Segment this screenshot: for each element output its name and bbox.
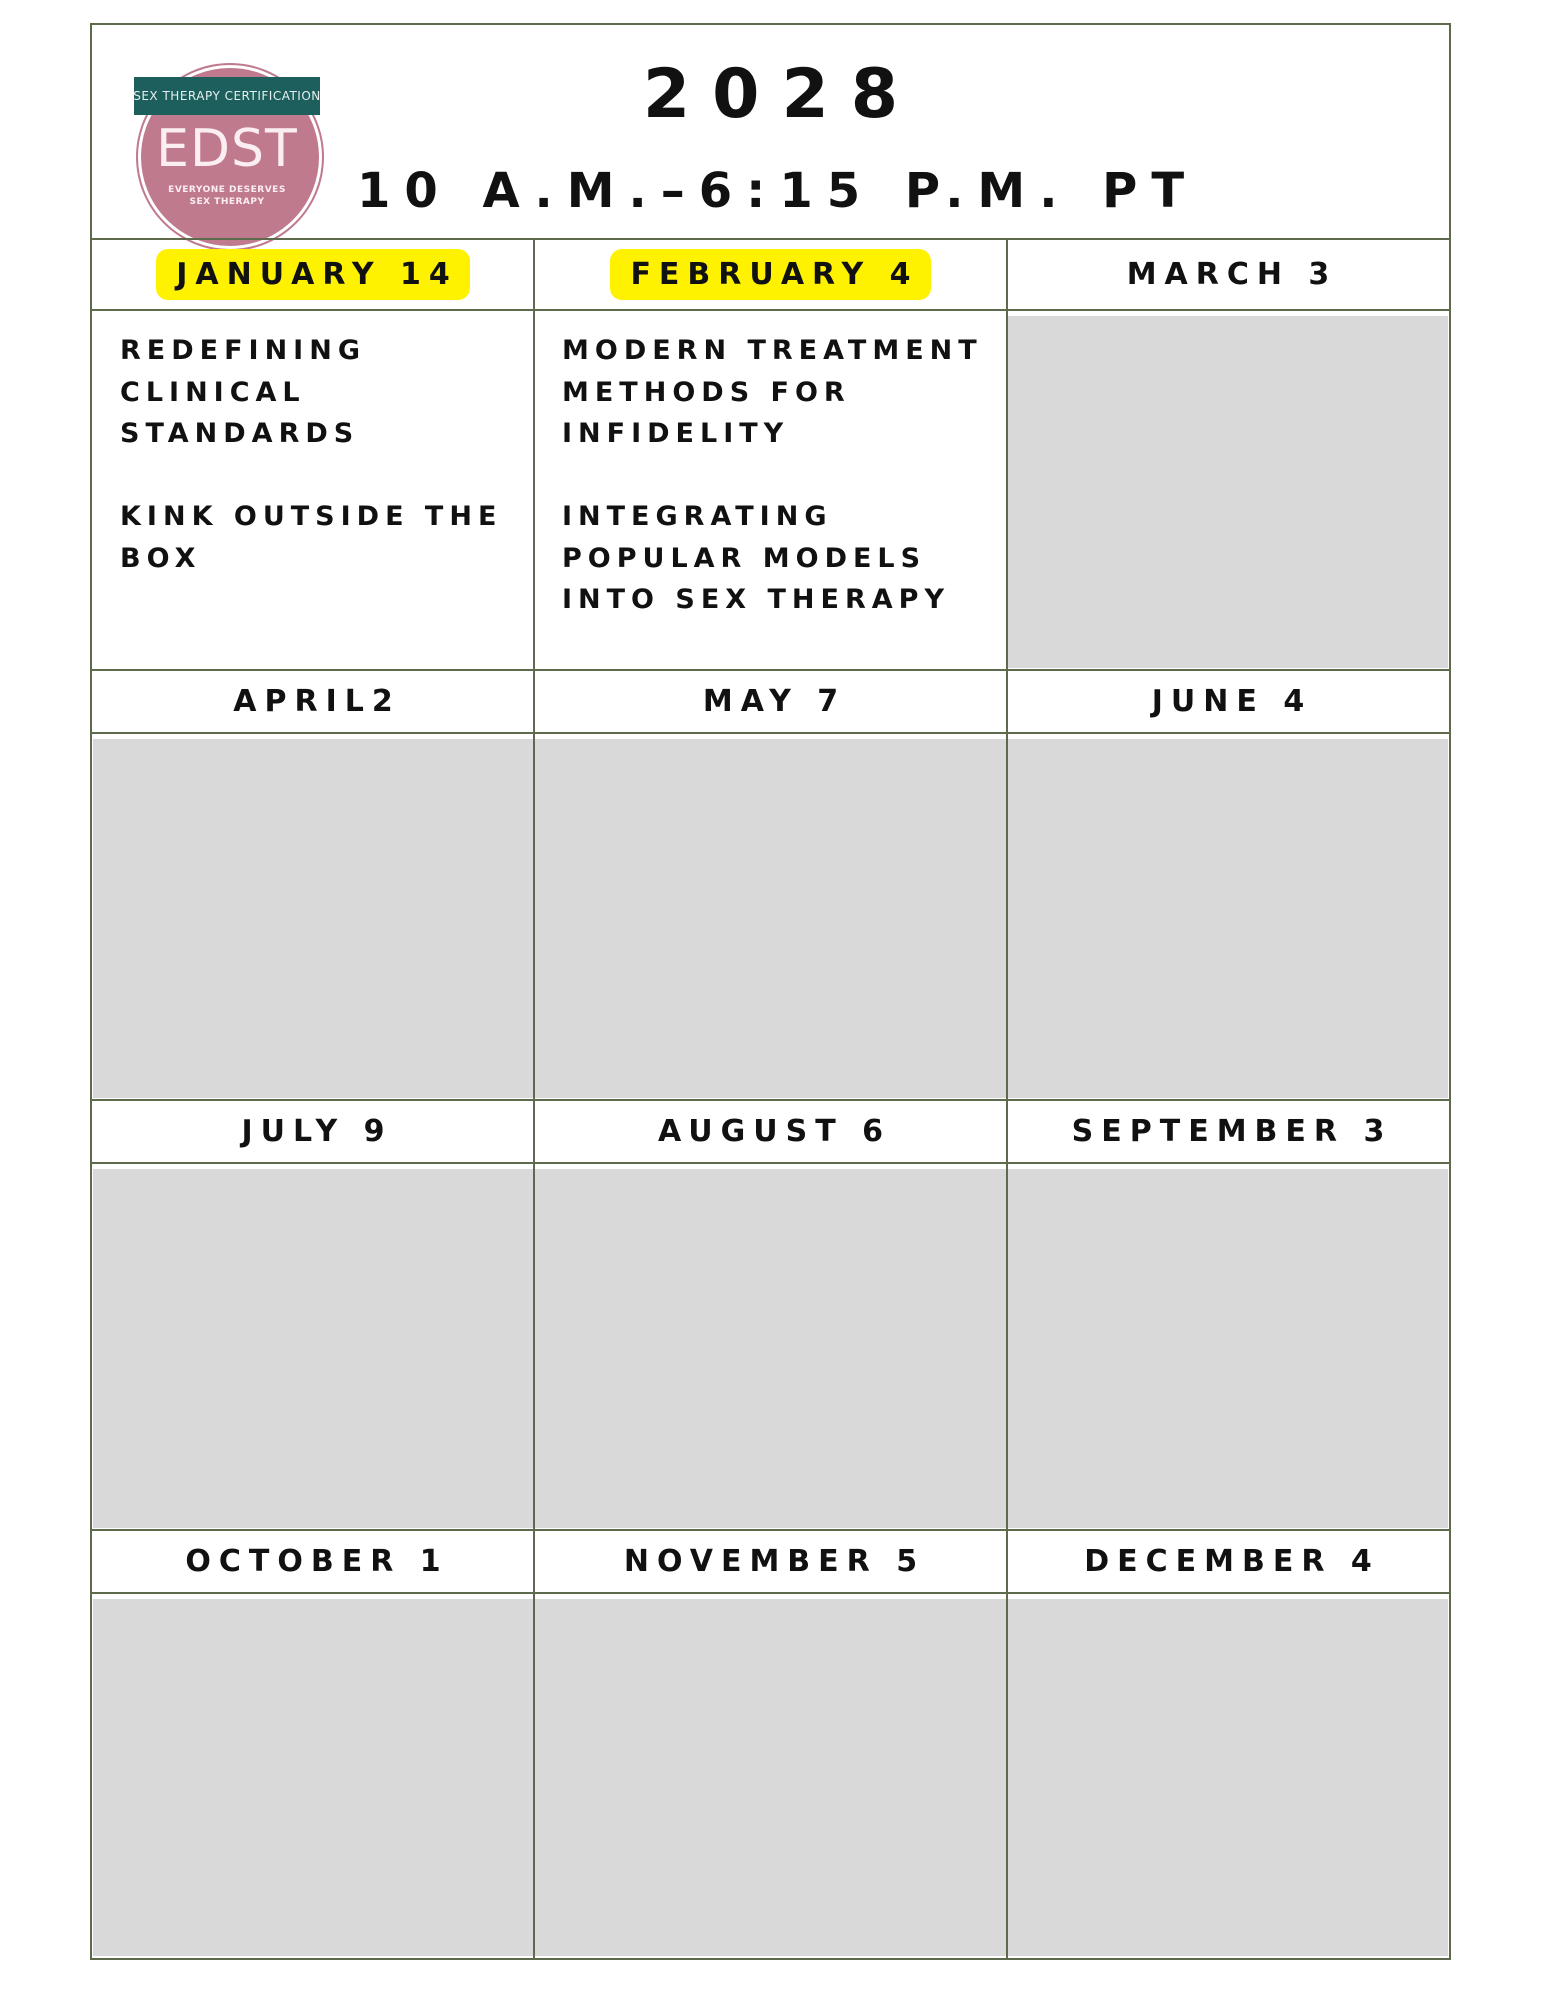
logo-tagline: EVERYONE DESERVES — [168, 185, 286, 195]
month-header — [536, 672, 1005, 731]
month-header — [536, 1102, 1005, 1161]
grid-divider — [1006, 239, 1008, 1958]
session-topic: KINK OUTSIDE THE BOX — [120, 501, 503, 574]
empty-month-body — [93, 1599, 533, 1956]
month-header — [1009, 1102, 1447, 1161]
empty-month-body — [535, 1169, 1006, 1528]
empty-month-body — [1008, 316, 1448, 668]
month-header — [94, 672, 532, 731]
session-topics — [120, 330, 522, 621]
empty-month-body — [535, 1599, 1006, 1956]
month-label: JUNE 4 — [1151, 684, 1313, 719]
month-label: OCTOBER 1 — [185, 1544, 449, 1579]
grid-divider — [92, 732, 1449, 734]
grid-divider — [92, 1592, 1449, 1594]
empty-month-body — [1008, 1169, 1448, 1528]
month-label: AUGUST 6 — [657, 1114, 892, 1149]
grid-divider — [533, 239, 535, 1958]
empty-month-body — [1008, 739, 1448, 1098]
month-header — [1009, 1532, 1447, 1591]
empty-month-body — [93, 739, 533, 1098]
month-header — [94, 1532, 532, 1591]
logo-banner: SEX THERAPY CERTIFICATION — [134, 77, 320, 115]
grid-divider — [92, 1162, 1449, 1164]
month-header — [1009, 672, 1447, 731]
page-subtitle-time: 10 A.M.–6:15 P.M. PT — [356, 163, 1199, 219]
grid-divider — [92, 1099, 1449, 1101]
empty-month-body — [535, 739, 1006, 1098]
month-header — [94, 1102, 532, 1161]
month-label: FEBRUARY 4 — [610, 249, 930, 300]
grid-divider — [92, 669, 1449, 671]
empty-month-body — [1008, 1599, 1448, 1956]
grid-divider — [92, 1529, 1449, 1531]
session-topic: INTEGRATING POPULAR MODELS INTO SEX THERAPY — [562, 501, 951, 615]
session-topic: MODERN TREATMENT METHODS FOR INFIDELITY — [562, 335, 983, 449]
month-label: APRIL2 — [233, 684, 401, 719]
logo-tagline: SEX THERAPY — [189, 197, 265, 207]
month-header — [1009, 241, 1447, 308]
month-label: DECEMBER 4 — [1084, 1544, 1380, 1579]
calendar-sheet — [90, 23, 1451, 1960]
month-label: MAY 7 — [702, 684, 847, 719]
grid-divider — [92, 238, 1449, 240]
page-title-year: 2028 — [642, 55, 921, 134]
month-label: MARCH 3 — [1126, 257, 1338, 292]
month-header — [536, 241, 1005, 308]
logo-mark: EDST — [156, 119, 298, 179]
month-label: SEPTEMBER 3 — [1071, 1114, 1393, 1149]
month-label: JANUARY 14 — [156, 249, 470, 300]
month-label: JULY 9 — [241, 1114, 393, 1149]
session-topics — [562, 330, 995, 662]
session-topic: REDEFINING CLINICAL STANDARDS — [120, 335, 366, 449]
month-header — [536, 1532, 1005, 1591]
empty-month-body — [93, 1169, 533, 1528]
month-label: NOVEMBER 5 — [623, 1544, 926, 1579]
month-header — [94, 241, 532, 308]
grid-divider — [92, 309, 1449, 311]
